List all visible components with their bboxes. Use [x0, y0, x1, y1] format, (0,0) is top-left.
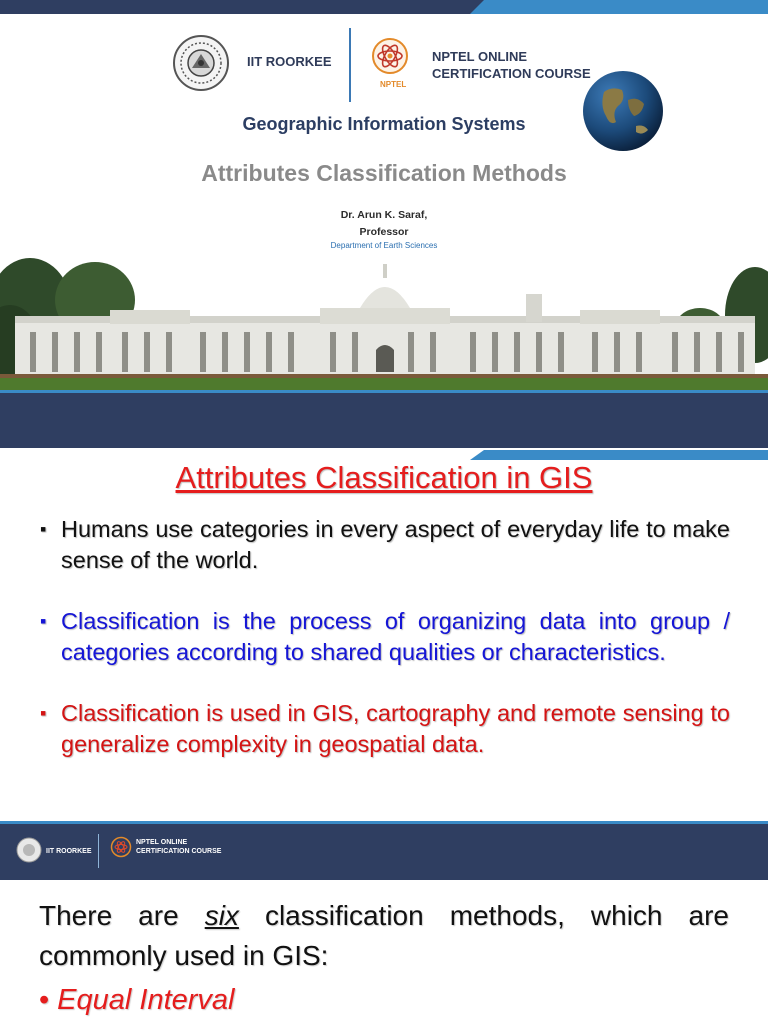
intro-text-before: There are	[39, 900, 205, 931]
footer-program-line-2: CERTIFICATION COURSE	[136, 848, 222, 855]
footer-divider	[98, 834, 99, 868]
iit-roorkee-logo-icon	[16, 837, 42, 863]
course-title: Geographic Information Systems	[242, 114, 526, 134]
method-bullet	[39, 984, 234, 1017]
bullet-item	[40, 514, 730, 576]
footer-institute: IIT ROORKEE	[46, 848, 92, 855]
main-building-photo	[0, 250, 768, 396]
title-slide	[0, 0, 768, 448]
slide-top-blue-strip	[470, 450, 768, 460]
bottom-navy-band	[0, 393, 768, 448]
bullet-text: Classification is used in GIS, cartography and remote sensing to generalize complexity in geospatial data.	[61, 700, 730, 757]
iit-roorkee-logo-icon	[172, 34, 230, 92]
bullet-text: Humans use categories in every aspect of everyday life to make sense of the world.	[61, 516, 730, 573]
nptel-logo-icon	[110, 836, 132, 858]
author-role: Professor	[359, 226, 409, 238]
nptel-logo-icon	[370, 36, 410, 76]
content-slide-methods	[0, 882, 768, 1024]
bullet-item	[40, 698, 730, 760]
globe-icon	[582, 70, 664, 152]
method-name: Equal Interval	[57, 984, 235, 1016]
top-blue-strip	[470, 0, 768, 14]
square-bullet-icon: ▪	[40, 703, 47, 723]
methods-intro	[39, 896, 729, 976]
intro-text-after: classification methods, which are commonly used in GIS:	[39, 900, 730, 971]
footer-program-line-1: NPTEL ONLINE	[136, 839, 188, 846]
slide-heading: Attributes Classification in GIS	[175, 460, 593, 495]
slide-footer	[0, 824, 768, 880]
bullet-text: Classification is the process of organizing data into group / categories according to shared qualities or characteristics.	[61, 608, 730, 665]
square-bullet-icon: ▪	[40, 611, 47, 631]
program-line-2: CERTIFICATION COURSE	[432, 66, 591, 81]
author-name: Dr. Arun K. Saraf,	[340, 209, 428, 221]
square-bullet-icon: ▪	[40, 519, 47, 539]
lecture-title: Attributes Classification Methods	[201, 160, 567, 186]
institute-name: IIT ROORKEE	[247, 54, 332, 69]
logo-divider	[349, 28, 351, 102]
program-line-1: NPTEL ONLINE	[432, 49, 528, 64]
bullet-item	[40, 606, 730, 668]
content-slide-classification	[0, 450, 768, 880]
round-bullet-icon: •	[39, 984, 50, 1016]
department: Department of Earth Sciences	[330, 241, 438, 250]
intro-emphasis: six	[204, 900, 239, 931]
nptel-label: NPTEL	[380, 80, 407, 89]
